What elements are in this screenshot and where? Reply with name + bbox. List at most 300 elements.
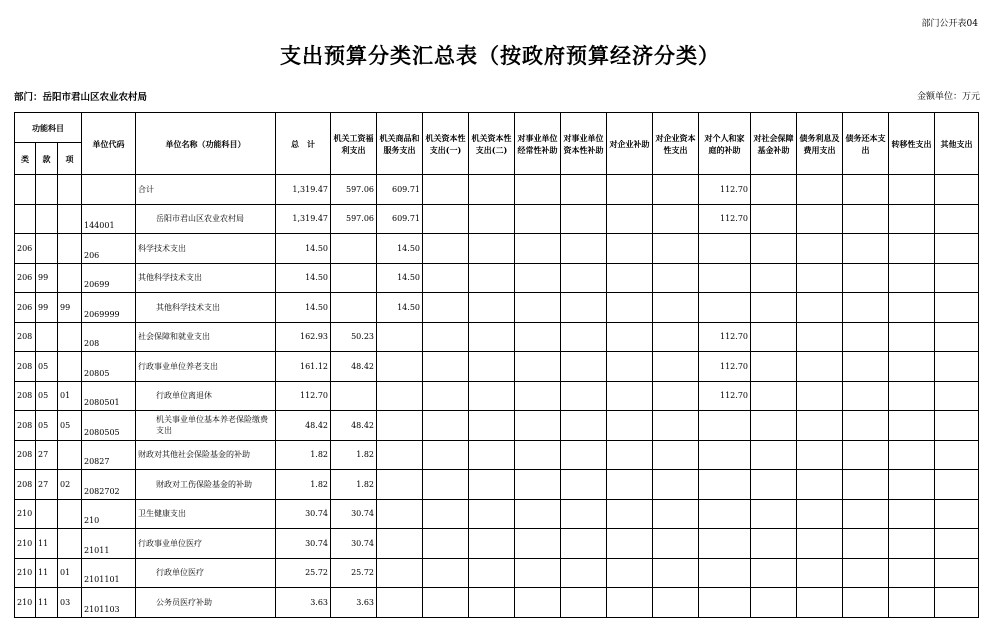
cell-empty (469, 293, 515, 323)
cell-empty (751, 558, 797, 588)
header-kuan: 款 (36, 143, 58, 175)
amount-unit-label: 金额单位：万元 (916, 92, 980, 102)
cell-empty (469, 588, 515, 618)
header-col: 机关资本性支出(一) (423, 113, 469, 175)
table-row (15, 411, 979, 441)
cell-total: 112.70 (276, 381, 331, 411)
cell-empty (797, 558, 843, 588)
unit-name-text: 合计 (138, 184, 154, 194)
cell-unit-code: 2101101 (82, 558, 136, 588)
cell-empty (653, 204, 699, 234)
header-col: 机关商品和服务支出 (377, 113, 423, 175)
cell-kuan: 11 (36, 529, 58, 559)
header-col: 对社会保障基金补助 (751, 113, 797, 175)
cell-total: 14.50 (276, 263, 331, 293)
cell-empty (515, 558, 561, 588)
cell-xiang: 01 (58, 381, 82, 411)
cell-goods (377, 499, 423, 529)
cell-empty (423, 352, 469, 382)
cell-empty (935, 204, 979, 234)
cell-empty (935, 352, 979, 382)
cell-empty (515, 263, 561, 293)
cell-unit-code: 208 (82, 322, 136, 352)
cell-empty (889, 529, 935, 559)
cell-kuan: 99 (36, 263, 58, 293)
unit-name-text: 其他科学技术支出 (138, 273, 202, 283)
cell-empty (797, 322, 843, 352)
cell-empty (843, 558, 889, 588)
cell-xiang (58, 322, 82, 352)
cell-empty (423, 529, 469, 559)
cell-total: 161.12 (276, 352, 331, 382)
unit-name-text: 其他科学技术支出 (156, 302, 220, 312)
cell-empty (751, 204, 797, 234)
cell-empty (653, 499, 699, 529)
cell-empty (889, 322, 935, 352)
cell-empty (751, 293, 797, 323)
table-row (15, 175, 979, 205)
cell-kuan: 11 (36, 588, 58, 618)
cell-xiang (58, 440, 82, 470)
table-row (15, 234, 979, 264)
header-unit-name: 单位名称（功能科目） (136, 113, 276, 175)
cell-unit-name (136, 381, 276, 411)
unit-name-text: 财政对其他社会保险基金的补助 (138, 450, 250, 460)
cell-unit-code: 21011 (82, 529, 136, 559)
cell-wage (331, 293, 377, 323)
cell-empty (561, 234, 607, 264)
unit-name-text: 卫生健康支出 (138, 509, 186, 519)
table-row (15, 352, 979, 382)
table-row (15, 558, 979, 588)
cell-personal: 112.70 (699, 381, 751, 411)
page-title: 支出预算分类汇总表（按政府预算经济分类） (280, 43, 720, 68)
cell-xiang: 01 (58, 558, 82, 588)
cell-kuan: 27 (36, 470, 58, 500)
cell-xiang (58, 204, 82, 234)
cell-wage: 1.82 (331, 470, 377, 500)
cell-wage (331, 381, 377, 411)
cell-empty (843, 234, 889, 264)
table-row (15, 381, 979, 411)
cell-empty (935, 381, 979, 411)
cell-unit-name (136, 204, 276, 234)
header-col: 对事业单位经常性补助 (515, 113, 561, 175)
unit-name-text: 行政事业单位养老支出 (138, 361, 218, 371)
cell-goods: 14.50 (377, 234, 423, 264)
cell-xiang (58, 175, 82, 205)
cell-xiang: 02 (58, 470, 82, 500)
cell-empty (935, 588, 979, 618)
cell-personal (699, 588, 751, 618)
cell-kuan (36, 234, 58, 264)
table-row (15, 293, 979, 323)
cell-unit-name (136, 558, 276, 588)
cell-empty (607, 322, 653, 352)
cell-empty (935, 440, 979, 470)
cell-goods: 14.50 (377, 293, 423, 323)
cell-unit-name (136, 293, 276, 323)
cell-empty (607, 440, 653, 470)
cell-empty (561, 293, 607, 323)
cell-personal: 112.70 (699, 322, 751, 352)
cell-empty (423, 470, 469, 500)
cell-empty (751, 175, 797, 205)
cell-goods (377, 322, 423, 352)
cell-empty (751, 440, 797, 470)
cell-empty (607, 381, 653, 411)
cell-empty (889, 558, 935, 588)
cell-empty (423, 588, 469, 618)
cell-unit-name (136, 470, 276, 500)
cell-empty (751, 234, 797, 264)
cell-kuan: 05 (36, 352, 58, 382)
form-number: 部门公开表04 (921, 19, 978, 29)
table-row (15, 322, 979, 352)
cell-empty (797, 411, 843, 441)
cell-personal (699, 234, 751, 264)
cell-empty (469, 322, 515, 352)
cell-empty (607, 470, 653, 500)
cell-empty (469, 470, 515, 500)
cell-empty (889, 588, 935, 618)
cell-empty (797, 499, 843, 529)
cell-empty (423, 381, 469, 411)
cell-lei: 210 (15, 499, 36, 529)
cell-unit-code: 2101103 (82, 588, 136, 618)
header-col: 对个人和家庭的补助 (699, 113, 751, 175)
cell-empty (751, 263, 797, 293)
header-col: 债务还本支出 (843, 113, 889, 175)
cell-empty (843, 175, 889, 205)
cell-empty (561, 588, 607, 618)
header-col: 债务利息及费用支出 (797, 113, 843, 175)
header-col: 对企业资本性支出 (653, 113, 699, 175)
unit-name-text: 行政单位离退休 (156, 391, 212, 401)
cell-lei: 210 (15, 588, 36, 618)
cell-lei: 208 (15, 411, 36, 441)
cell-unit-name (136, 234, 276, 264)
cell-xiang: 05 (58, 411, 82, 441)
header-col: 其他支出 (935, 113, 979, 175)
cell-empty (561, 322, 607, 352)
cell-xiang (58, 234, 82, 264)
cell-unit-code (82, 175, 136, 205)
cell-empty (653, 293, 699, 323)
cell-empty (843, 204, 889, 234)
cell-xiang (58, 499, 82, 529)
expenditure-table (14, 112, 979, 618)
cell-empty (515, 470, 561, 500)
cell-empty (751, 411, 797, 441)
cell-empty (843, 499, 889, 529)
cell-goods (377, 411, 423, 441)
cell-empty (889, 293, 935, 323)
cell-empty (561, 263, 607, 293)
cell-goods: 609.71 (377, 175, 423, 205)
cell-total: 14.50 (276, 234, 331, 264)
header-func-subject: 功能科目 (15, 113, 82, 143)
cell-personal (699, 499, 751, 529)
cell-empty (889, 499, 935, 529)
cell-kuan: 27 (36, 440, 58, 470)
cell-empty (935, 529, 979, 559)
cell-kuan: 99 (36, 293, 58, 323)
cell-empty (515, 440, 561, 470)
unit-name-text: 财政对工伤保险基金的补助 (156, 479, 252, 489)
cell-empty (751, 588, 797, 618)
cell-lei: 208 (15, 470, 36, 500)
cell-empty (843, 588, 889, 618)
cell-xiang: 03 (58, 588, 82, 618)
cell-lei: 210 (15, 529, 36, 559)
cell-empty (469, 204, 515, 234)
cell-empty (607, 558, 653, 588)
cell-empty (607, 263, 653, 293)
table-body (15, 175, 979, 618)
cell-empty (515, 322, 561, 352)
cell-empty (423, 263, 469, 293)
cell-empty (561, 499, 607, 529)
cell-goods (377, 558, 423, 588)
cell-empty (935, 558, 979, 588)
cell-empty (843, 440, 889, 470)
cell-unit-code: 20827 (82, 440, 136, 470)
cell-kuan: 05 (36, 411, 58, 441)
cell-lei: 206 (15, 263, 36, 293)
cell-empty (843, 529, 889, 559)
cell-unit-name (136, 440, 276, 470)
cell-empty (561, 352, 607, 382)
cell-empty (751, 529, 797, 559)
cell-wage: 1.82 (331, 440, 377, 470)
cell-total: 30.74 (276, 499, 331, 529)
cell-kuan (36, 322, 58, 352)
cell-empty (607, 529, 653, 559)
header-lei: 类 (15, 143, 36, 175)
cell-total: 162.93 (276, 322, 331, 352)
cell-personal: 112.70 (699, 352, 751, 382)
cell-unit-name (136, 411, 276, 441)
cell-empty (653, 588, 699, 618)
cell-wage: 48.42 (331, 352, 377, 382)
cell-empty (653, 529, 699, 559)
cell-empty (515, 234, 561, 264)
unit-name-text: 行政单位医疗 (156, 568, 204, 578)
cell-empty (607, 411, 653, 441)
cell-unit-code: 210 (82, 499, 136, 529)
cell-empty (607, 175, 653, 205)
cell-lei: 208 (15, 381, 36, 411)
header-col: 对企业补助 (607, 113, 653, 175)
cell-personal (699, 470, 751, 500)
table-row (15, 499, 979, 529)
unit-name-text: 行政事业单位医疗 (138, 538, 202, 548)
cell-unit-name (136, 529, 276, 559)
cell-empty (469, 381, 515, 411)
cell-empty (469, 529, 515, 559)
cell-unit-code: 144001 (82, 204, 136, 234)
cell-goods (377, 588, 423, 618)
cell-goods (377, 381, 423, 411)
cell-lei: 206 (15, 293, 36, 323)
cell-goods (377, 470, 423, 500)
cell-empty (515, 411, 561, 441)
cell-empty (935, 470, 979, 500)
cell-wage (331, 234, 377, 264)
cell-empty (515, 204, 561, 234)
cell-goods: 609.71 (377, 204, 423, 234)
cell-xiang (58, 352, 82, 382)
cell-empty (423, 499, 469, 529)
cell-empty (515, 175, 561, 205)
cell-wage: 48.42 (331, 411, 377, 441)
cell-empty (751, 322, 797, 352)
cell-empty (469, 175, 515, 205)
cell-empty (561, 175, 607, 205)
header-total: 总 计 (276, 113, 331, 175)
cell-unit-code: 20699 (82, 263, 136, 293)
cell-empty (607, 352, 653, 382)
cell-empty (653, 558, 699, 588)
cell-empty (423, 204, 469, 234)
cell-empty (843, 293, 889, 323)
cell-unit-name (136, 322, 276, 352)
cell-unit-name (136, 352, 276, 382)
cell-empty (469, 234, 515, 264)
cell-empty (843, 352, 889, 382)
cell-empty (935, 175, 979, 205)
cell-wage: 25.72 (331, 558, 377, 588)
header-col: 对事业单位资本性补助 (561, 113, 607, 175)
cell-unit-code: 206 (82, 234, 136, 264)
cell-personal (699, 529, 751, 559)
cell-total: 1.82 (276, 470, 331, 500)
table-row (15, 529, 979, 559)
cell-kuan (36, 175, 58, 205)
cell-empty (889, 381, 935, 411)
cell-total: 3.63 (276, 588, 331, 618)
cell-empty (607, 499, 653, 529)
cell-wage: 3.63 (331, 588, 377, 618)
unit-name-text: 社会保障和就业支出 (138, 332, 210, 342)
header-col: 机关资本性支出(二) (469, 113, 515, 175)
table-row (15, 588, 979, 618)
cell-empty (423, 322, 469, 352)
cell-empty (653, 263, 699, 293)
cell-unit-name (136, 263, 276, 293)
cell-unit-code: 2069999 (82, 293, 136, 323)
cell-goods (377, 352, 423, 382)
cell-empty (889, 263, 935, 293)
cell-wage (331, 263, 377, 293)
cell-empty (797, 175, 843, 205)
cell-empty (751, 352, 797, 382)
cell-personal (699, 558, 751, 588)
cell-empty (423, 175, 469, 205)
cell-empty (889, 440, 935, 470)
cell-empty (889, 470, 935, 500)
cell-lei (15, 204, 36, 234)
unit-name-text: 科学技术支出 (138, 243, 186, 253)
cell-empty (653, 381, 699, 411)
cell-empty (843, 411, 889, 441)
cell-empty (515, 499, 561, 529)
cell-personal (699, 411, 751, 441)
cell-empty (423, 411, 469, 441)
cell-empty (797, 352, 843, 382)
cell-wage: 597.06 (331, 204, 377, 234)
cell-empty (515, 588, 561, 618)
cell-empty (843, 322, 889, 352)
cell-empty (653, 322, 699, 352)
cell-total: 30.74 (276, 529, 331, 559)
cell-empty (797, 293, 843, 323)
cell-empty (751, 499, 797, 529)
cell-empty (469, 352, 515, 382)
cell-empty (797, 234, 843, 264)
cell-empty (515, 352, 561, 382)
cell-empty (889, 352, 935, 382)
cell-lei: 206 (15, 234, 36, 264)
cell-personal (699, 293, 751, 323)
unit-name-text: 机关事业单位基本养老保险缴费支出 (156, 415, 268, 436)
header-xiang: 项 (58, 143, 82, 175)
cell-goods (377, 529, 423, 559)
cell-lei (15, 175, 36, 205)
cell-empty (423, 234, 469, 264)
table-row (15, 263, 979, 293)
department-label: 部门：岳阳市君山区农业农村局 (14, 92, 148, 103)
cell-lei: 208 (15, 352, 36, 382)
cell-empty (797, 263, 843, 293)
cell-empty (561, 381, 607, 411)
cell-kuan: 11 (36, 558, 58, 588)
cell-empty (653, 411, 699, 441)
cell-empty (515, 529, 561, 559)
cell-xiang (58, 263, 82, 293)
cell-empty (889, 234, 935, 264)
cell-total: 1.82 (276, 440, 331, 470)
cell-kuan: 05 (36, 381, 58, 411)
cell-empty (469, 411, 515, 441)
cell-empty (561, 470, 607, 500)
cell-unit-name (136, 499, 276, 529)
cell-xiang: 99 (58, 293, 82, 323)
cell-empty (843, 470, 889, 500)
cell-xiang (58, 529, 82, 559)
cell-unit-code: 20805 (82, 352, 136, 382)
cell-wage: 30.74 (331, 529, 377, 559)
cell-empty (607, 234, 653, 264)
cell-personal (699, 440, 751, 470)
cell-lei: 210 (15, 558, 36, 588)
cell-wage: 597.06 (331, 175, 377, 205)
cell-empty (797, 440, 843, 470)
cell-wage: 50.23 (331, 322, 377, 352)
cell-empty (653, 234, 699, 264)
cell-empty (935, 293, 979, 323)
cell-empty (561, 411, 607, 441)
table-row (15, 440, 979, 470)
cell-empty (515, 293, 561, 323)
cell-lei: 208 (15, 322, 36, 352)
cell-empty (561, 440, 607, 470)
cell-empty (423, 440, 469, 470)
cell-personal: 112.70 (699, 204, 751, 234)
cell-unit-name (136, 175, 276, 205)
cell-empty (843, 263, 889, 293)
